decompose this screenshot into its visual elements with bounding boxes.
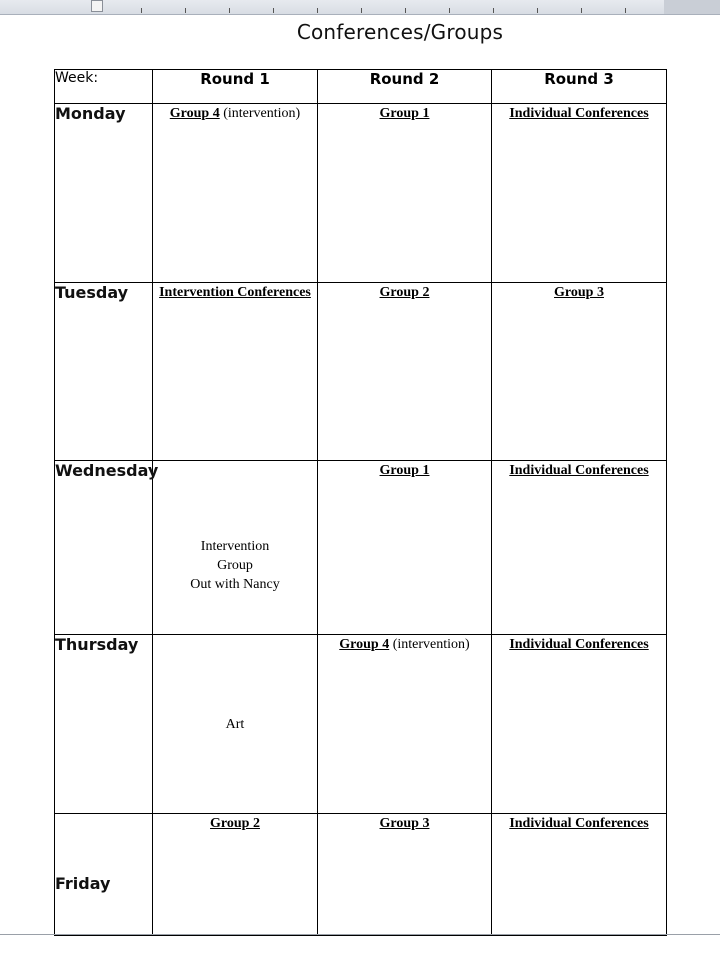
thursday-round-2[interactable] <box>318 635 492 814</box>
cell-note-line: Group <box>217 558 253 573</box>
cell-label-bold: Group 1 <box>379 463 430 478</box>
table-row <box>55 814 667 936</box>
ruler-tick <box>625 8 626 13</box>
cell-label-bold: Group 4 <box>169 106 220 121</box>
day-thursday: Thursday <box>55 635 153 814</box>
ruler-tick <box>273 8 274 13</box>
cell-label-bold: Group 3 <box>554 285 604 300</box>
day-wednesday: Wednesday <box>55 461 153 635</box>
round-3-header: Round 3 <box>492 70 667 104</box>
table-row <box>55 635 667 814</box>
cell-note-line: Art <box>225 716 245 732</box>
monday-round-3[interactable] <box>492 104 667 283</box>
cell-label-bold: Group 3 <box>379 816 430 831</box>
monday-round-1[interactable] <box>153 104 318 283</box>
table-row <box>55 104 667 283</box>
thursday-round-3[interactable] <box>492 635 667 814</box>
cell-label-bold: Group 1 <box>379 106 430 121</box>
page-title: Conferences/Groups <box>296 20 504 44</box>
header-row <box>55 70 667 104</box>
wednesday-round-3[interactable] <box>492 461 667 635</box>
indent-marker[interactable] <box>91 0 103 12</box>
ruler-tick <box>317 8 318 13</box>
week-label: Week: <box>55 70 153 104</box>
ruler-tick <box>141 8 142 13</box>
cell-note-line: Intervention <box>200 539 270 554</box>
day-monday: Monday <box>55 104 153 283</box>
friday-round-3[interactable] <box>492 814 667 936</box>
cell-label-rest: (intervention) <box>219 106 301 121</box>
cell-note <box>153 501 317 594</box>
tuesday-round-1[interactable] <box>153 283 318 461</box>
day-friday: Friday <box>55 814 153 936</box>
tuesday-round-3[interactable] <box>492 283 667 461</box>
cell-label-rest: (intervention) <box>389 637 470 652</box>
cell-label-bold: Individual Conferences <box>509 637 649 652</box>
schedule-table <box>54 69 667 936</box>
friday-round-1[interactable] <box>153 814 318 936</box>
ruler-margin-zone <box>664 0 720 14</box>
cell-label-bold: Intervention Conferences <box>159 285 311 300</box>
cell-note-line: Out with Nancy <box>190 577 280 592</box>
day-tuesday: Tuesday <box>55 283 153 461</box>
page-bottom-edge <box>0 934 720 935</box>
horizontal-ruler[interactable] <box>0 0 720 15</box>
ruler-tick <box>185 8 186 13</box>
monday-round-2[interactable] <box>318 104 492 283</box>
table-row <box>55 461 667 635</box>
ruler-tick <box>449 8 450 13</box>
cell-label-bold: Individual Conferences <box>509 463 649 478</box>
cell-label-bold: Individual Conferences <box>509 106 649 121</box>
table-row <box>55 283 667 461</box>
ruler-tick <box>229 8 230 13</box>
wednesday-round-1[interactable] <box>153 461 318 635</box>
tuesday-round-2[interactable] <box>318 283 492 461</box>
cell-label-bold: Group 2 <box>379 285 430 300</box>
round-1-header: Round 1 <box>153 70 318 104</box>
thursday-round-1[interactable] <box>153 635 318 814</box>
round-2-header: Round 2 <box>318 70 492 104</box>
cell-note <box>153 715 317 734</box>
ruler-tick <box>537 8 538 13</box>
wednesday-round-2[interactable] <box>318 461 492 635</box>
friday-round-2[interactable] <box>318 814 492 936</box>
cell-label-bold: Group 2 <box>210 816 260 831</box>
ruler-tick <box>493 8 494 13</box>
cell-label-bold: Group 4 <box>339 637 390 652</box>
ruler-tick <box>361 8 362 13</box>
ruler-tick <box>405 8 406 13</box>
cell-label-bold: Individual Conferences <box>509 816 649 831</box>
ruler-tick <box>581 8 582 13</box>
